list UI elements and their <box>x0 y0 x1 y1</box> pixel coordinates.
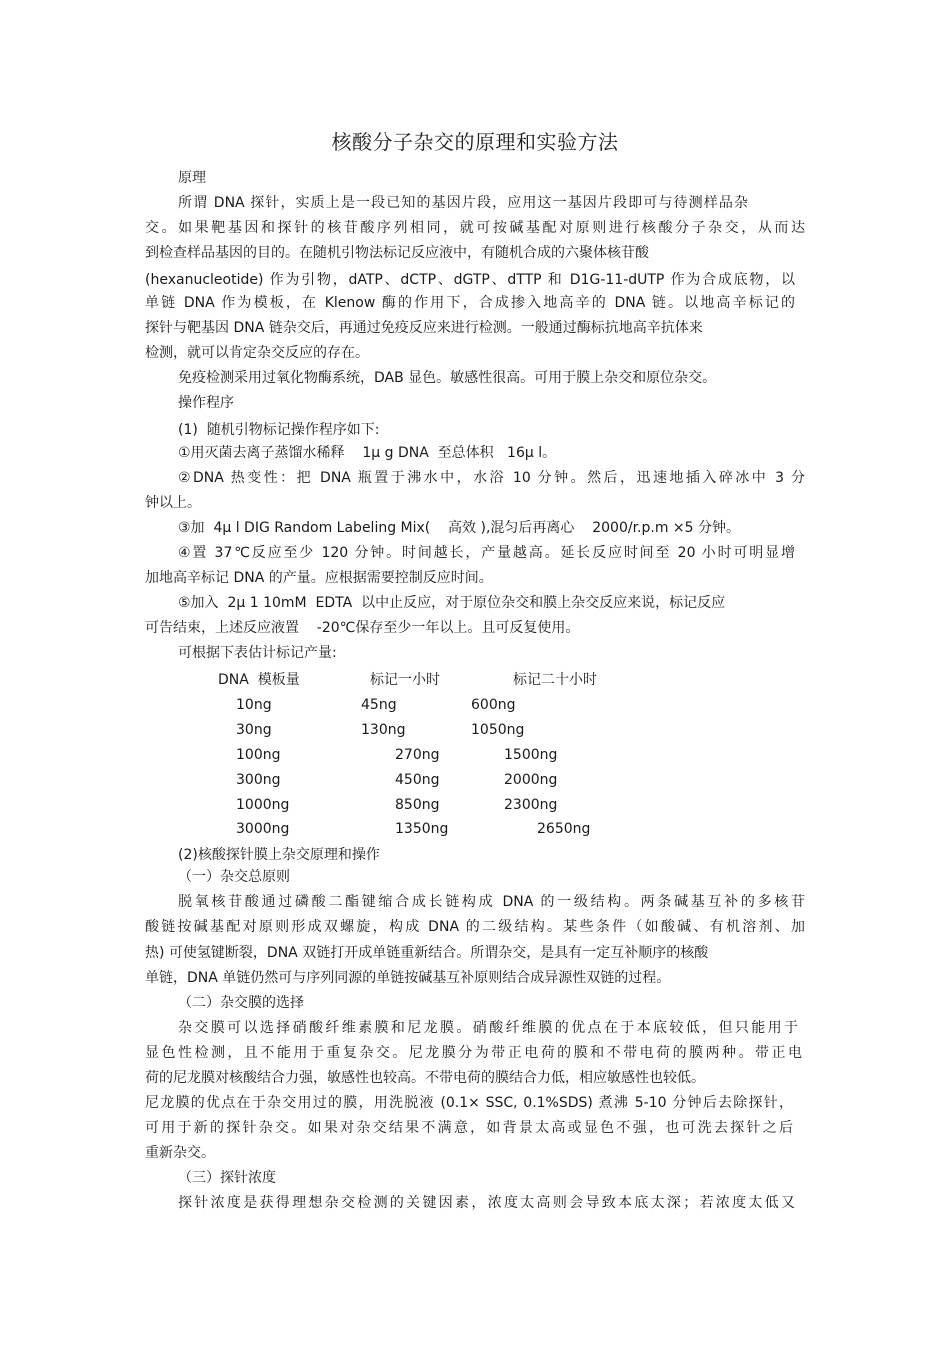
step-item: 钟以上。 <box>145 495 201 511</box>
paragraph-line: 尼龙膜的优点在于杂交用过的膜，用洗脱液 (0.1× SSC, 0.1%SDS) 煮沸 5-10 分钟后去除探针， <box>145 1095 793 1111</box>
paragraph-line: 单链 DNA 作为模板，在 Klenow 酶的作用下，合成掺入地高辛的 DNA 链。以地高辛标记的 <box>145 295 795 311</box>
paragraph-line: 可用于新的探针杂交。如果对杂交结果不满意，如背景太高或显色不强，也可洗去探针之后 <box>145 1120 793 1136</box>
section-heading-principle: 原理 <box>178 170 206 186</box>
table-cell: 45ng <box>361 697 397 713</box>
table-cell: 1050ng <box>471 722 525 738</box>
table-cell: 2300ng <box>504 797 558 813</box>
paragraph-line: 单链，DNA 单链仍然可与序列同源的单链按碱基互补原则结合成异源性双链的过程。 <box>145 970 671 986</box>
step-item: 可告结束，上述反应液置 -20℃保存至少一年以上。且可反复使用。 <box>145 620 580 636</box>
table-cell: 1350ng <box>395 821 449 837</box>
step-item: ①用灭菌去离子蒸馏水稀释 1μ g DNA 至总体积 16μ l。 <box>178 445 557 461</box>
table-cell: 30ng <box>236 722 272 738</box>
subsection-heading: （一）杂交总原则 <box>178 869 290 885</box>
table-cell: 1500ng <box>504 747 558 763</box>
document-title: 核酸分子杂交的原理和实验方法 <box>331 130 619 154</box>
table-header: 标记一小时 <box>370 672 440 688</box>
table-cell: 130ng <box>361 722 406 738</box>
table-cell: 450ng <box>395 772 440 788</box>
subsection-heading: （三）探针浓度 <box>178 1170 276 1186</box>
paragraph-line: (hexanucleotide) 作为引物，dATP、dCTP、dGTP、dTTP 和 D1G-11-dUTP 作为合成底物，以 <box>145 272 795 288</box>
table-cell: 2000ng <box>504 772 558 788</box>
paragraph-line: 交。如果靶基因和探针的核苷酸序列相同，就可按碱基配对原则进行核酸分子杂交，从而达 <box>145 220 805 236</box>
table-cell: 270ng <box>395 747 440 763</box>
table-cell: 300ng <box>236 772 281 788</box>
paragraph-line: 杂交膜可以选择硝酸纤维素膜和尼龙膜。硝酸纤维膜的优点在于本底较低，但只能用于 <box>178 1020 798 1036</box>
paragraph-line: 显色性检测，且不能用于重复杂交。尼龙膜分为带正电荷的膜和不带电荷的膜两种。带正电 <box>145 1045 802 1061</box>
table-intro: 可根据下表估计标记产量: <box>178 645 337 661</box>
paragraph-line: 重新杂交。 <box>145 1145 215 1161</box>
table-cell: 100ng <box>236 747 281 763</box>
step-heading: (1) 随机引物标记操作程序如下: <box>178 422 380 438</box>
step-item: ②DNA 热变性：把 DNA 瓶置于沸水中，水浴 10 分钟。然后，迅速地插入碎冰中 3 分 <box>178 470 805 486</box>
table-cell: 850ng <box>395 797 440 813</box>
paragraph-line: 探针与靶基因 DNA 链杂交后，再通过免疫反应来进行检测。一般通过酶标抗地高辛抗体来 <box>145 320 703 336</box>
paragraph-line: 到检查样品基因的目的。在随机引物法标记反应液中，有随机合成的六聚体核苷酸 <box>145 245 649 261</box>
step-item: 加地高辛标记 DNA 的产量。应根据需要控制反应时间。 <box>145 570 493 586</box>
table-cell: 3000ng <box>236 821 290 837</box>
paragraph-line: 检测，就可以肯定杂交反应的存在。 <box>145 345 369 361</box>
section-heading: (2)核酸探针膜上杂交原理和操作 <box>178 847 380 863</box>
paragraph-line: 荷的尼龙膜对核酸结合力强，敏感性也较高。不带电荷的膜结合力低，相应敏感性也较低。 <box>145 1070 705 1086</box>
paragraph-line: 探针浓度是获得理想杂交检测的关键因素，浓度太高则会导致本底太深；若浓度太低又 <box>178 1195 795 1211</box>
section-heading-procedure: 操作程序 <box>178 395 234 411</box>
paragraph-line: 热) 可使氢键断裂，DNA 双链打开成单链重新结合。所谓杂交，是具有一定互补顺序的核酸 <box>145 945 709 961</box>
table-header: DNA 模板量 <box>218 672 300 688</box>
step-item: ③加 4μ l DIG Random Labeling Mix( 高效 ),混匀后再离心 2000/r.p.m ×5 分钟。 <box>178 520 741 536</box>
paragraph-line: 脱氧核苷酸通过磷酸二酯键缩合成长链构成 DNA 的一级结构。两条碱基互补的多核苷 <box>178 894 805 910</box>
table-cell: 10ng <box>236 697 272 713</box>
paragraph-line: 酸链按碱基配对原则形成双螺旋，构成 DNA 的二级结构。某些条件（如酸碱、有机溶剂、加 <box>145 919 805 935</box>
subsection-heading: （二）杂交膜的选择 <box>178 995 304 1011</box>
table-header: 标记二十小时 <box>513 672 597 688</box>
step-item: ⑤加入 2μ 1 10mM EDTA 以中止反应，对于原位杂交和膜上杂交反应来说，标记反应 <box>178 595 726 611</box>
step-item: ④置 37℃反应至少 120 分钟。时间越长，产量越高。延长反应时间至 20 小时可明显增 <box>178 545 795 561</box>
table-cell: 600ng <box>471 697 516 713</box>
table-cell: 2650ng <box>537 821 591 837</box>
table-cell: 1000ng <box>236 797 290 813</box>
paragraph-line: 免疫检测采用过氧化物酶系统，DAB 显色。敏感性很高。可用于膜上杂交和原位杂交。 <box>178 370 717 386</box>
paragraph-line: 所谓 DNA 探针，实质上是一段已知的基因片段，应用这一基因片段即可与待测样品杂 <box>178 195 748 211</box>
